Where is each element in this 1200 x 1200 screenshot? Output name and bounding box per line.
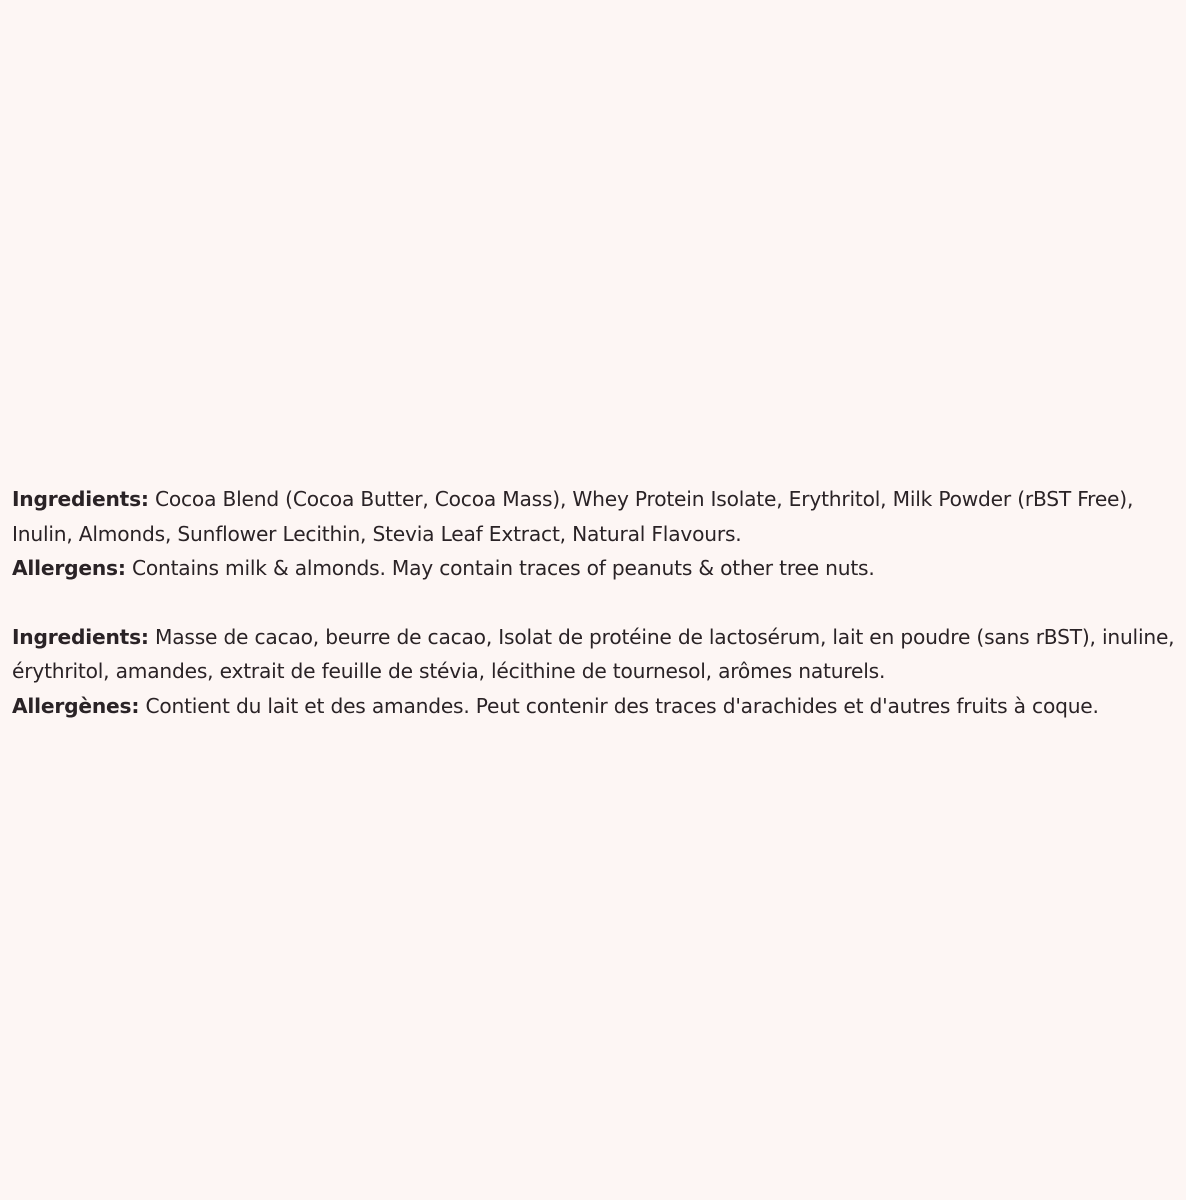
english-ingredients-label: Ingredients: bbox=[12, 487, 149, 511]
ingredients-content bbox=[12, 482, 1184, 723]
french-allergens bbox=[12, 689, 1184, 724]
french-ingredients bbox=[12, 620, 1184, 689]
english-ingredients-text: Cocoa Blend (Cocoa Butter, Cocoa Mass), Whey Protein Isolate, Erythritol, Milk Powder (rBST Free), Inulin, Almonds, Sunflower Lecithin, Stevia Leaf Extract, Natural Flavours. bbox=[12, 487, 1134, 546]
french-allergens-text: Contient du lait et des amandes. Peut contenir des traces d'arachides et d'autres fruits à coque. bbox=[145, 693, 1099, 718]
french-ingredients-label: Ingredients: bbox=[12, 624, 149, 649]
english-allergens bbox=[12, 551, 1184, 586]
french-allergens-label: Allergènes: bbox=[12, 693, 140, 718]
french-ingredients-text: Masse de cacao, beurre de cacao, Isolat de protéine de lactosérum, lait en poudre (sans rBST), inuline, érythritol, amandes, extrait de feuille de stévia, lécithine de tournesol, arômes naturels. bbox=[12, 624, 1175, 683]
english-allergens-text: Contains milk & almonds. May contain traces of peanuts & other tree nuts. bbox=[131, 556, 875, 580]
english-ingredients bbox=[12, 482, 1184, 551]
english-allergens-label: Allergens: bbox=[12, 556, 126, 580]
right-edge bbox=[1186, 0, 1200, 1200]
